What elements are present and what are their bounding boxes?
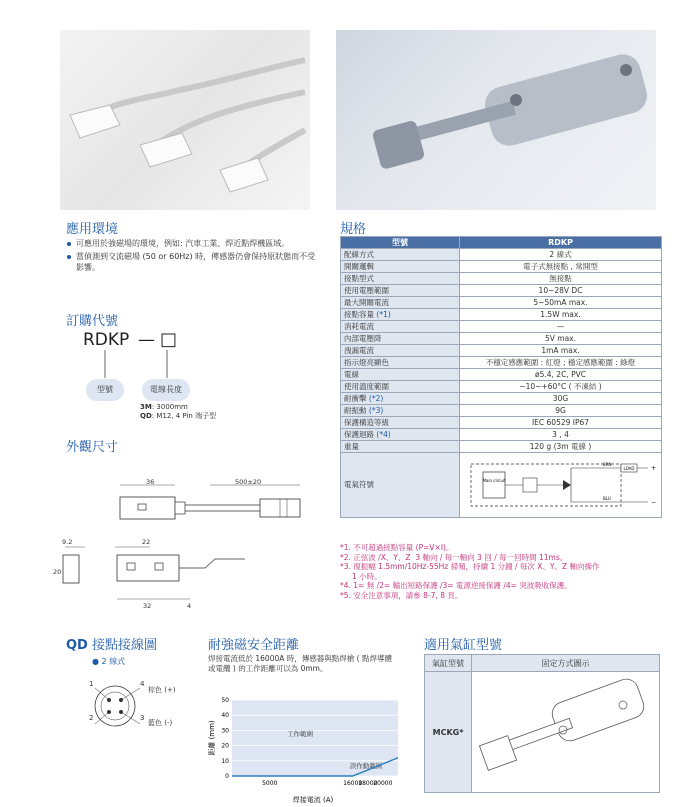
spec-row — [341, 417, 662, 429]
spec-label-text: 接點型式 — [344, 273, 374, 283]
chart-work-range-label: 工作範圍 — [287, 730, 313, 738]
spec-row — [341, 429, 662, 441]
note-item: *2. 正弦波 /X、Y、Z 3 軸向 / 每一軸向 3 回 / 每一回時間 11ms。 — [340, 552, 568, 562]
spec-value: 10~28V DC — [460, 285, 662, 297]
sensor-photo — [60, 30, 310, 210]
chart-x-tick: 5000 — [262, 780, 278, 787]
spec-label-text: 使用溫度範圍 — [344, 381, 389, 391]
order-title: 訂購代號 — [66, 314, 119, 329]
spec-label-text: 耐衝擊 — [344, 393, 367, 403]
spec-value: 電子式無接點 , 常開型 — [460, 261, 662, 273]
circuit-blu-text: BLU — [602, 495, 611, 501]
cylinder-header-row — [425, 655, 660, 672]
cylinder-col-mount: 固定方式圖示 — [472, 655, 660, 672]
safety-chart — [208, 692, 408, 804]
cylinder-table — [424, 654, 660, 793]
qd-pin-4: 4 — [140, 680, 145, 688]
chart-y-tick: 30 — [221, 727, 229, 735]
spec-label — [341, 393, 460, 405]
spec-label-text: 耐振動 — [344, 405, 367, 415]
option-key: 3M — [140, 403, 152, 411]
spec-label-text: 指示燈亮顯色 — [344, 357, 389, 367]
spec-label-text: 使用電壓範圍 — [344, 285, 389, 295]
spec-label-text: 電線 — [344, 369, 359, 379]
dim-500: 500±20 — [235, 478, 262, 486]
spec-value: −10~+60°C ( 不凍結 ) — [460, 381, 662, 393]
qd-brown-wire: 棕色 (+) — [148, 686, 176, 694]
circuit-plus-text: + — [650, 464, 656, 472]
spec-note-mark: (*3) — [368, 405, 384, 415]
application-bullet: 當偵測到交流磁場 (50 or 60Hz) 時，傳感器仍會保持原狀態而不受影響。 — [66, 251, 316, 273]
spec-row — [341, 297, 662, 309]
spec-label — [341, 297, 460, 309]
spec-body — [341, 249, 662, 453]
cylinder-col-model: 氣缸型號 — [425, 655, 472, 672]
spec-label — [341, 417, 460, 429]
spec-row — [341, 285, 662, 297]
spec-row — [341, 249, 662, 261]
spec-label — [341, 441, 460, 453]
circuit-main-text: Main circuit — [481, 477, 506, 483]
spec-row — [341, 369, 662, 381]
spec-row — [341, 405, 662, 417]
spec-header-row — [341, 237, 662, 249]
spec-label-text: 洩漏電流 — [344, 345, 374, 355]
spec-label — [341, 273, 460, 285]
spec-value: 9G — [460, 405, 662, 417]
spec-note-mark: (*1) — [376, 309, 391, 319]
spec-row-circuit — [341, 453, 662, 518]
cylinder-row — [425, 672, 660, 793]
qd-blue-wire: 藍色 (-) — [148, 719, 173, 727]
dim-22: 22 — [142, 538, 151, 546]
order-options — [140, 403, 216, 421]
spec-label — [341, 261, 460, 273]
spec-row — [341, 273, 662, 285]
note-item: *1. 不可超過接點容量 (P=V×I)。 — [340, 543, 454, 552]
spec-value: 5~50mA max. — [460, 297, 662, 309]
qd-pin-2: 2 — [89, 714, 94, 722]
spec-label — [341, 345, 460, 357]
spec-label-text: 開關邏輯 — [344, 261, 374, 271]
spec-label — [341, 321, 460, 333]
chart-y-tick: 20 — [221, 742, 229, 750]
qd-pin-1: 1 — [89, 680, 94, 688]
circuit-load-text: LOAD — [623, 465, 634, 471]
qd-title-suffix: 接點接線圖 — [87, 638, 157, 653]
dim-32: 32 — [143, 602, 152, 610]
order-box: □ — [160, 329, 178, 350]
circuit-symbol — [463, 458, 659, 510]
spec-note-mark: (*4) — [376, 429, 391, 439]
spec-value: 無接點 — [460, 273, 662, 285]
application-bullet: 可應用於強磁場的環境，例如: 汽車工業、焊近點焊機區域。 — [66, 238, 316, 249]
spec-circuit-diagram — [460, 453, 662, 518]
safety-title: 耐強磁安全距離 — [208, 638, 300, 653]
qd-title-prefix: QD — [66, 638, 88, 653]
spec-note-mark: (*2) — [368, 393, 384, 403]
spec-label — [341, 369, 460, 381]
spec-label-text: 最大開關電流 — [344, 297, 389, 307]
order-dash: — — [138, 330, 155, 350]
dim-9-2: 9.2 — [62, 538, 73, 546]
spec-label-text: 配線方式 — [344, 249, 374, 259]
spec-label — [341, 285, 460, 297]
spec-row — [341, 321, 662, 333]
note-item: *5. 安全注意事項，請參 8-7, 8 頁。 — [340, 590, 463, 600]
dimensions-title: 外觀尺寸 — [66, 440, 119, 455]
spec-value: IEC 60529 IP67 — [460, 417, 662, 429]
spec-label-text: 接點容量 — [344, 309, 374, 319]
qd-title — [66, 634, 157, 653]
chart-y-label: 距離 (mm) — [208, 720, 216, 756]
order-label-length: 電線長度 — [142, 379, 190, 401]
spec-row — [341, 381, 662, 393]
application-title: 應用環境 — [66, 222, 119, 237]
spec-row — [341, 345, 662, 357]
spec-label — [341, 333, 460, 345]
safety-desc: 焊接電流低於 16000A 時，傳感器與點焊槍 ( 點焊導體或電纜 ) 的工作距離可以為 0mm。 — [208, 654, 392, 673]
spec-row — [341, 261, 662, 273]
chart-y-tick: 0 — [225, 773, 229, 780]
spec-value: 1.5W max. — [460, 309, 662, 321]
spec-label-text: 保護構造等級 — [344, 417, 389, 427]
dimension-drawing — [55, 475, 325, 615]
spec-label — [341, 429, 460, 441]
chart-x-tick: 18000 — [358, 780, 378, 787]
spec-row — [341, 309, 662, 321]
spec-label-text: 內部電壓降 — [344, 333, 382, 343]
order-label-model: 型號 — [86, 379, 124, 401]
cylinder-drawing — [473, 675, 653, 787]
spec-circuit-label: 電氣符號 — [341, 453, 460, 518]
spec-label — [341, 357, 460, 369]
spec-label-text: 重量 — [344, 441, 359, 451]
spec-value: 2 線式 — [460, 249, 662, 261]
spec-value: 3 , 4 — [460, 429, 662, 441]
note-item: *4. 1= 無 /2= 輸出短路保護 /3= 電源逆接保護 /4= 突波吸收保護。 — [340, 581, 572, 590]
specs-title: 規格 — [340, 222, 367, 237]
dim-36: 36 — [146, 478, 155, 486]
cylinders-title: 適用氣缸型號 — [424, 638, 503, 653]
spec-value: — — [460, 321, 662, 333]
dim-4: 4 — [187, 602, 192, 610]
option-value: : M12, 4 Pin 端子型 — [151, 412, 217, 420]
circuit-brn-text: BRN — [602, 461, 612, 467]
cylinder-image — [472, 672, 660, 793]
spec-notes — [340, 543, 670, 600]
spec-label — [341, 309, 460, 321]
chart-y-tick: 50 — [221, 697, 229, 704]
chart-error-range-label: 誤作動範圍 — [349, 762, 383, 770]
spec-value: 不穩定感應範圍 : 紅燈 ; 穩定感應範圍 : 綠燈 — [460, 357, 662, 369]
spec-label-text: 消耗電流 — [344, 321, 374, 331]
circuit-minus-text: − — [650, 498, 656, 506]
spec-header-model: RDKP — [460, 237, 662, 249]
spec-row — [341, 441, 662, 453]
spec-table — [340, 236, 662, 518]
spec-value: 30G — [460, 393, 662, 405]
spec-header-label: 型號 — [341, 237, 460, 249]
cylinder-photo — [336, 30, 656, 210]
note-item: *3. 復振幅 1.5mm/10Hz-55Hz 掃頻，持續 1 分鐘 / 每次 X、Y、Z 軸向操作 1 小時。 — [340, 562, 600, 581]
chart-y-tick: 10 — [221, 757, 229, 765]
qd-pin-3: 3 — [140, 714, 145, 722]
spec-label — [341, 381, 460, 393]
application-list — [66, 238, 316, 275]
spec-row — [341, 333, 662, 345]
option-key: QD — [140, 412, 152, 420]
chart-y-tick: 40 — [221, 712, 229, 720]
order-code: RDKP — [83, 330, 130, 350]
spec-value: ø5.4, 2C, PVC — [460, 369, 662, 381]
dim-20: 20 — [53, 568, 62, 576]
spec-label-text: 保護迴路 — [344, 429, 374, 439]
cylinder-model: MCKG* — [425, 672, 472, 793]
spec-row — [341, 357, 662, 369]
chart-x-tick: 16000 — [343, 780, 363, 787]
spec-value: 1mA max. — [460, 345, 662, 357]
chart-x-tick: 20000 — [373, 780, 393, 787]
spec-value: 5V max. — [460, 333, 662, 345]
qd-subtitle: ● 2 線式 — [92, 657, 126, 666]
chart-x-label: 焊接電流 (A) — [292, 796, 334, 804]
option-value: : 3000mm — [151, 403, 188, 411]
spec-label — [341, 249, 460, 261]
spec-value: 120 g (3m 電線 ) — [460, 441, 662, 453]
spec-row — [341, 393, 662, 405]
spec-label — [341, 405, 460, 417]
